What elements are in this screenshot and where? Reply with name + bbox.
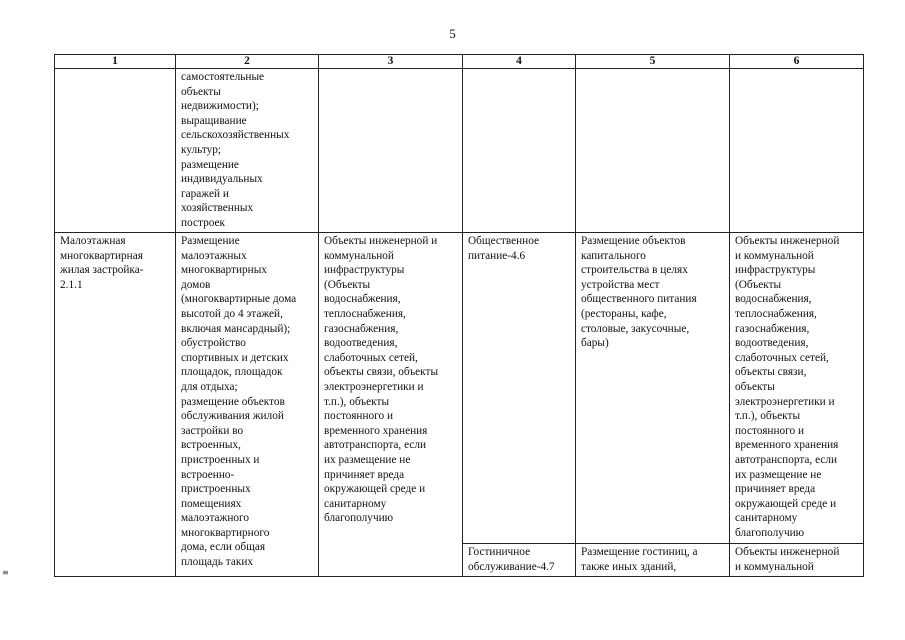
margin-mark: ≡ — [2, 568, 9, 577]
column-header-5: 5 — [576, 55, 730, 69]
column-header-6: 6 — [730, 55, 864, 69]
page-number: 5 — [449, 26, 456, 41]
table-row-continuation — [55, 69, 864, 233]
cell-main-use-description: самостоятельные объекты недвижимости); выращивание сельскохозяйственных культур; размещение индивидуальных гаражей и хозяйственных построек — [176, 69, 319, 233]
cell-conditional-use-description: Размещение гостиниц, а также иных зданий, — [576, 544, 730, 584]
cell-conditional-use-description — [576, 69, 730, 233]
cell-conditional-auxiliary-use: Объекты инженерной и коммунальной — [730, 544, 864, 584]
column-header-1: 1 — [55, 55, 176, 69]
page-bottom-area — [0, 577, 905, 640]
column-header-4: 4 — [463, 55, 576, 69]
table-header-row — [55, 55, 864, 69]
cell-conditional-use-name — [463, 69, 576, 233]
column-header-2: 2 — [176, 55, 319, 69]
column-header-3: 3 — [319, 55, 463, 69]
table-bottom-border — [54, 576, 863, 577]
cell-main-auxiliary-use — [319, 69, 463, 233]
cell-conditional-auxiliary-use — [730, 69, 864, 233]
cell-main-use-description: Размещение малоэтажных многоквартирных домов (многоквартирные дома высотой до 4 этажей, включая мансардный); обустройство спортивных и детских площадок, площадок для отдыха; размещение объектов обслуживания жилой застройки во встроенных, пристроенных и встроенно- пристроенных помещениях малоэтажного многоквартирного дома, если общая площадь таких — [176, 233, 319, 584]
cell-main-auxiliary-use: Объекты инженерной и коммунальной инфраструктуры (Объекты водоснабжения, теплоснабжения, газоснабжения, водоотведения, слаботочных сетей, объекты связи, объекты электроэнергетики и т.п.), объекты постоянного и временного хранения автотранспорта, если их размещение не причиняет вреда окружающей среде и санитарному благополучию — [319, 233, 463, 584]
cell-conditional-auxiliary-use: Объекты инженерной и коммунальной инфраструктуры (Объекты водоснабжения, теплоснабжения, газоснабжения, водоотведения, слаботочных сетей, объекты связи, объекты электроэнергетики и т.п.), объекты постоянного и временного хранения автотранспорта, если их размещение не причиняет вреда окружающей среде и санитарному благополучию — [730, 233, 864, 544]
cell-zone-name: Малоэтажная многоквартирная жилая застройка- 2.1.1 — [55, 233, 176, 584]
land-use-table — [54, 54, 864, 584]
cell-conditional-use-description: Размещение объектов капитального строительства в целях устройства мест общественного питания (рестораны, кафе, столовые, закусочные, бары) — [576, 233, 730, 544]
cell-zone-name — [55, 69, 176, 233]
table-row-main — [55, 233, 864, 544]
cell-conditional-use-name: Гостиничное обслуживание-4.7 — [463, 544, 576, 584]
cell-conditional-use-name: Общественное питание-4.6 — [463, 233, 576, 544]
